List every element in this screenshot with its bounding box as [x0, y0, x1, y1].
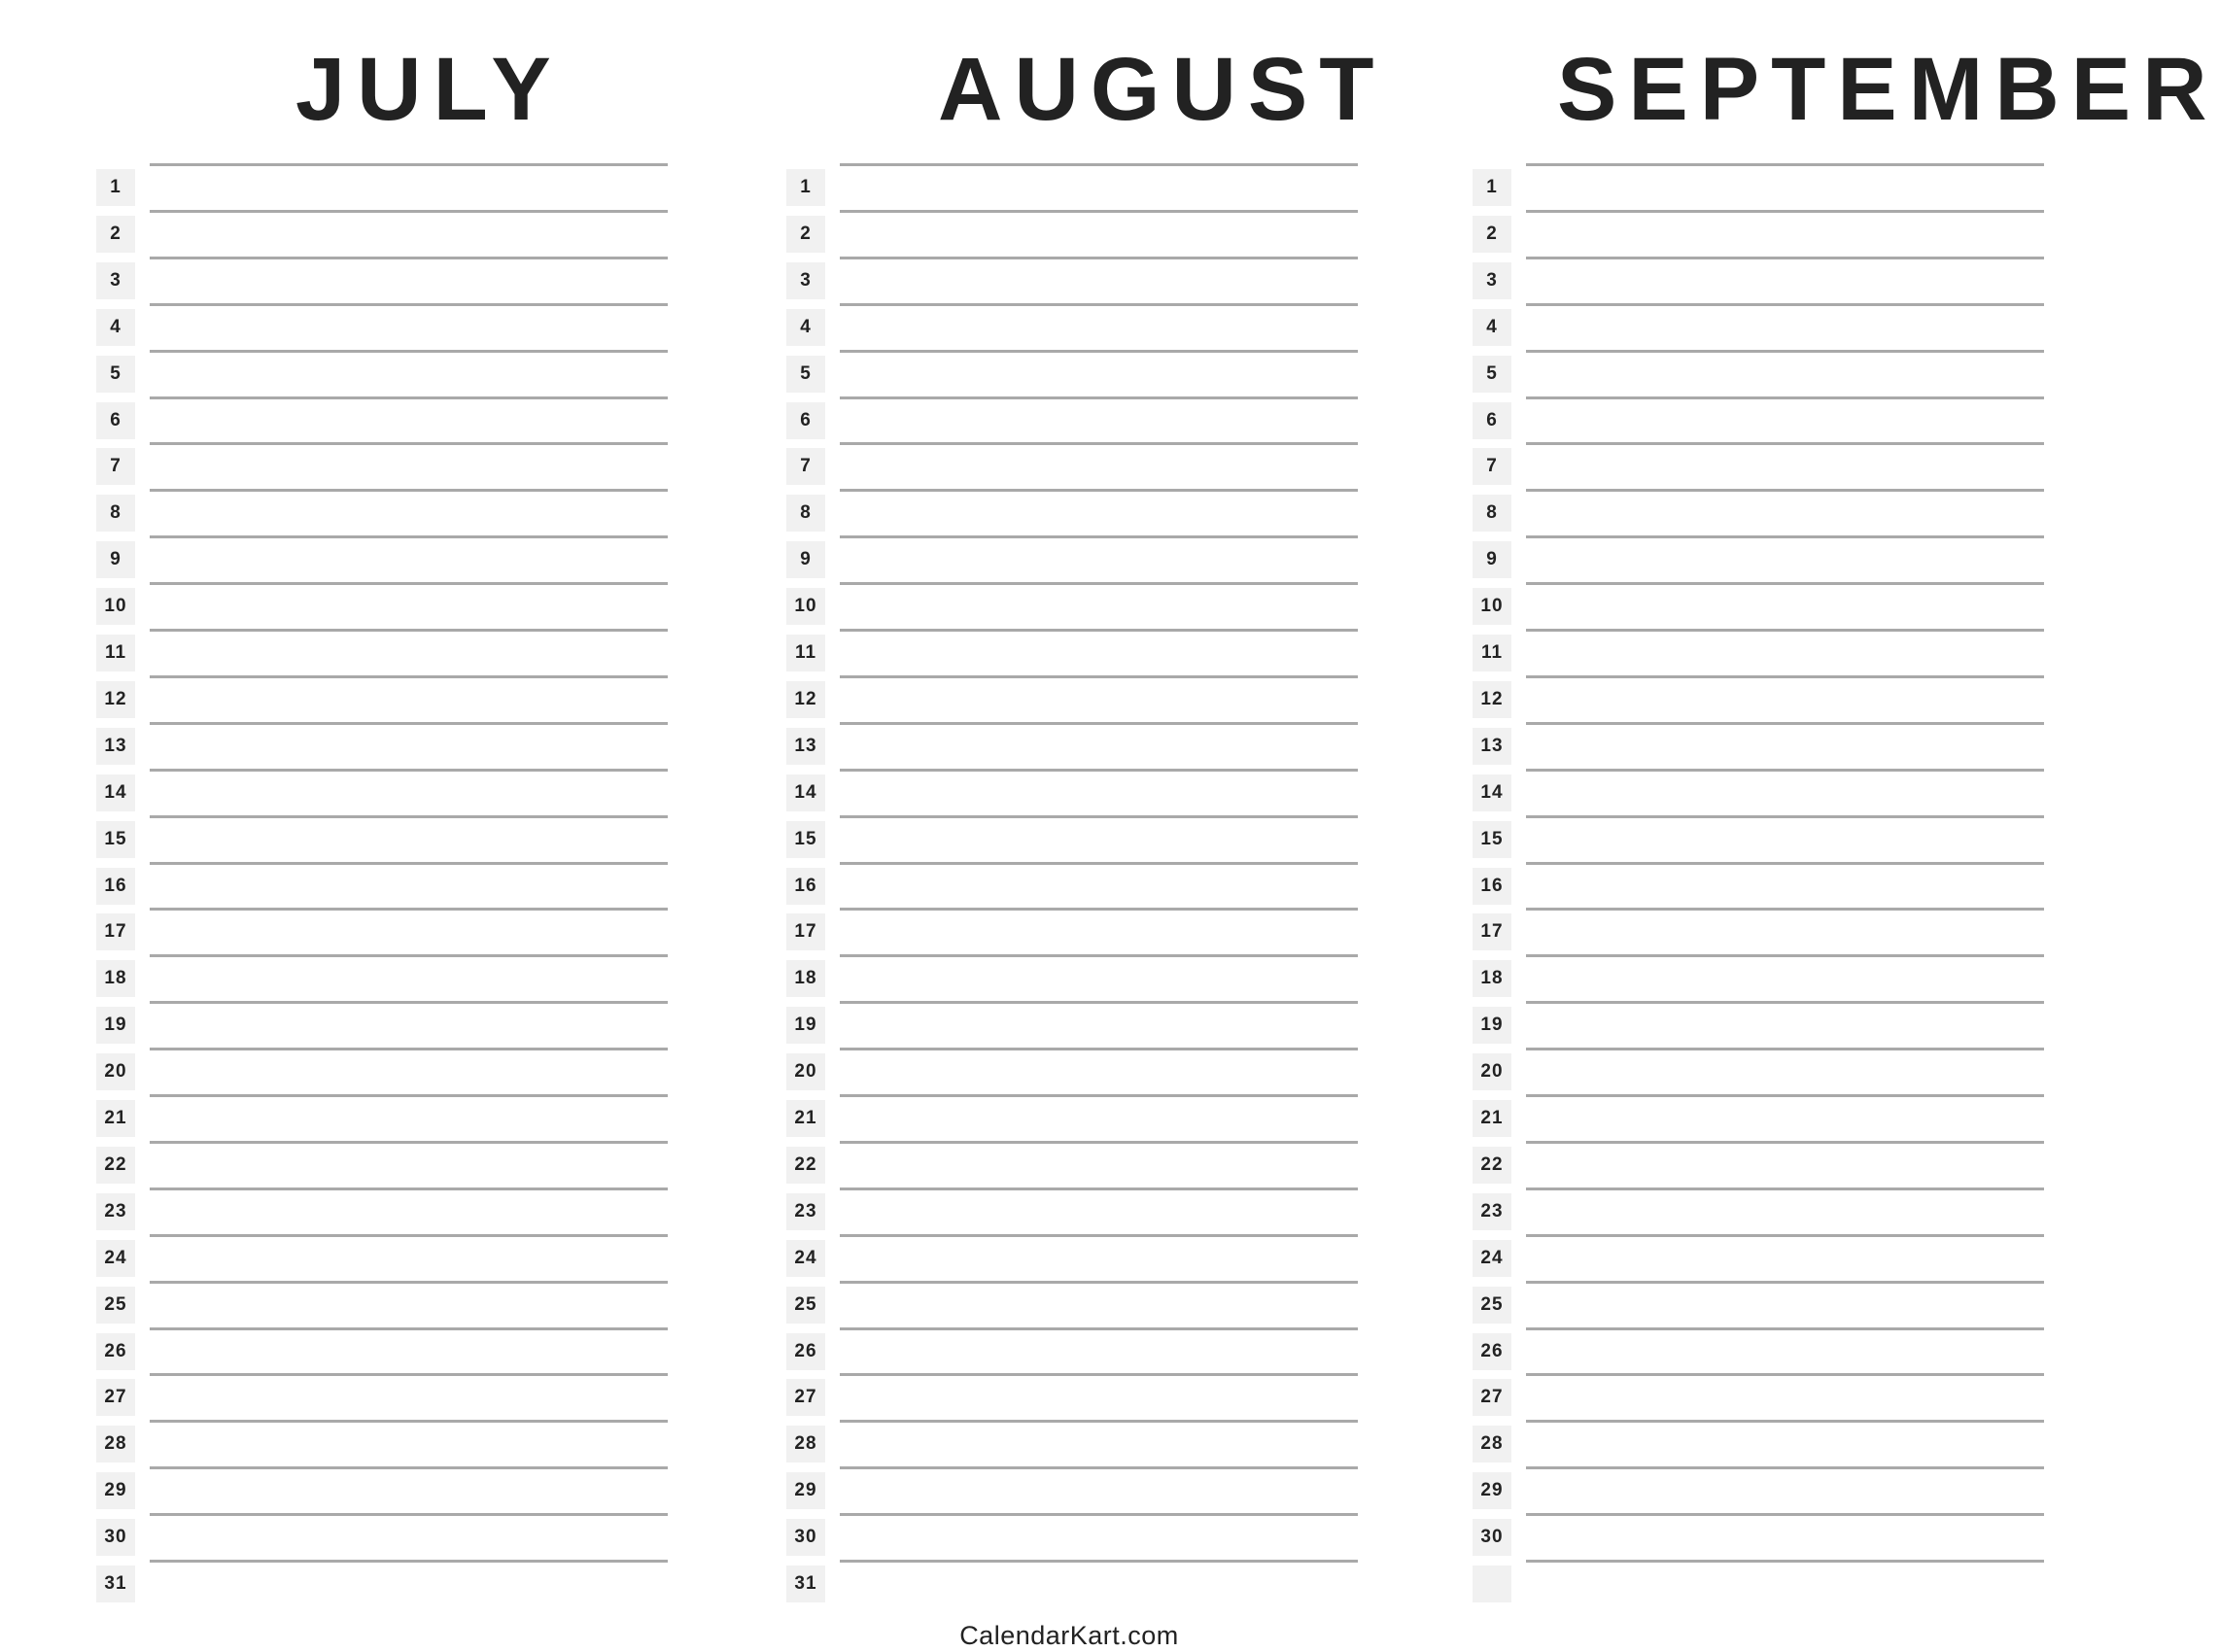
- day-number: 29: [786, 1472, 825, 1509]
- day-number: 29: [1473, 1472, 1511, 1509]
- writing-line: [150, 629, 668, 632]
- writing-line: [840, 815, 1358, 818]
- writing-line: [840, 1327, 1358, 1330]
- writing-line: [1526, 954, 2044, 957]
- month-column-september: [1464, 0, 2219, 1652]
- writing-line: [1526, 1234, 2044, 1237]
- day-number: 21: [786, 1100, 825, 1137]
- writing-line: [840, 442, 1358, 445]
- writing-line: [840, 489, 1358, 492]
- writing-line: [840, 1560, 1358, 1563]
- writing-line: [150, 1281, 668, 1284]
- day-number: 9: [1473, 541, 1511, 578]
- day-number: 14: [96, 774, 135, 811]
- day-number: 9: [96, 541, 135, 578]
- writing-line: [1526, 675, 2044, 678]
- day-number: 26: [1473, 1333, 1511, 1370]
- day-number: 19: [786, 1007, 825, 1044]
- writing-line: [1526, 1327, 2044, 1330]
- day-number: 7: [1473, 448, 1511, 485]
- writing-line: [840, 1048, 1358, 1050]
- day-number: 31: [96, 1566, 135, 1602]
- day-number: 27: [96, 1379, 135, 1416]
- writing-line: [1526, 489, 2044, 492]
- day-number: 13: [96, 728, 135, 765]
- day-number: 25: [786, 1287, 825, 1324]
- writing-line: [840, 1234, 1358, 1237]
- month-column-july: [87, 0, 710, 1652]
- writing-line: [150, 303, 668, 306]
- writing-line: [1526, 769, 2044, 772]
- month-title: SEPTEMBER: [1557, 40, 2219, 139]
- writing-line: [840, 1513, 1358, 1516]
- writing-line: [150, 862, 668, 865]
- writing-line: [1526, 1187, 2044, 1190]
- day-number: 10: [1473, 588, 1511, 625]
- day-number: 26: [786, 1333, 825, 1370]
- day-number: 1: [1473, 169, 1511, 206]
- writing-line: [1526, 722, 2044, 725]
- writing-line: [150, 675, 668, 678]
- writing-line: [1526, 1141, 2044, 1144]
- writing-line: [150, 535, 668, 538]
- day-number: 21: [1473, 1100, 1511, 1137]
- writing-line: [150, 1420, 668, 1423]
- day-number: 11: [1473, 635, 1511, 671]
- day-number: 3: [96, 262, 135, 299]
- day-number: 24: [1473, 1240, 1511, 1277]
- day-number: 18: [96, 960, 135, 997]
- writing-line: [840, 350, 1358, 353]
- writing-line: [1526, 1281, 2044, 1284]
- day-number: 23: [96, 1193, 135, 1230]
- day-number: 14: [1473, 774, 1511, 811]
- writing-line: [840, 954, 1358, 957]
- day-number: 2: [1473, 216, 1511, 253]
- writing-line: [840, 1281, 1358, 1284]
- day-number: 6: [96, 402, 135, 439]
- writing-line: [1526, 257, 2044, 259]
- writing-line: [840, 862, 1358, 865]
- day-number: 10: [96, 588, 135, 625]
- day-number: 3: [786, 262, 825, 299]
- writing-line: [1526, 163, 2044, 166]
- writing-line: [840, 722, 1358, 725]
- writing-line: [150, 908, 668, 911]
- day-number: 4: [96, 309, 135, 346]
- month-title: JULY: [295, 40, 563, 139]
- writing-line: [150, 257, 668, 259]
- writing-line: [150, 350, 668, 353]
- writing-line: [1526, 1466, 2044, 1469]
- day-number: 1: [786, 169, 825, 206]
- day-number: 24: [786, 1240, 825, 1277]
- writing-line: [150, 582, 668, 585]
- day-number: 16: [786, 868, 825, 905]
- day-number: 11: [786, 635, 825, 671]
- writing-line: [1526, 303, 2044, 306]
- day-number: 6: [786, 402, 825, 439]
- day-number: 30: [96, 1519, 135, 1556]
- writing-line: [150, 489, 668, 492]
- day-number: 5: [1473, 356, 1511, 393]
- writing-line: [150, 1513, 668, 1516]
- writing-line: [1526, 862, 2044, 865]
- day-number: 22: [96, 1147, 135, 1184]
- writing-line: [840, 908, 1358, 911]
- day-number: 30: [786, 1519, 825, 1556]
- writing-line: [150, 1001, 668, 1004]
- day-number: 28: [96, 1426, 135, 1463]
- day-number: 18: [786, 960, 825, 997]
- writing-line: [1526, 1373, 2044, 1376]
- day-number: 7: [786, 448, 825, 485]
- writing-line: [840, 535, 1358, 538]
- day-number: 19: [96, 1007, 135, 1044]
- day-number: 9: [786, 541, 825, 578]
- writing-line: [1526, 535, 2044, 538]
- writing-line: [840, 1373, 1358, 1376]
- day-number: 22: [1473, 1147, 1511, 1184]
- writing-line: [150, 1466, 668, 1469]
- writing-line: [840, 396, 1358, 399]
- writing-line: [1526, 1560, 2044, 1563]
- writing-line: [840, 257, 1358, 259]
- writing-line: [150, 954, 668, 957]
- writing-line: [150, 1234, 668, 1237]
- day-number: 12: [96, 681, 135, 718]
- writing-line: [1526, 629, 2044, 632]
- day-number: 5: [786, 356, 825, 393]
- writing-line: [150, 163, 668, 166]
- writing-line: [840, 1001, 1358, 1004]
- day-number: 17: [1473, 913, 1511, 950]
- writing-line: [840, 675, 1358, 678]
- month-title: AUGUST: [938, 40, 1386, 139]
- writing-line: [1526, 582, 2044, 585]
- day-number: 17: [96, 913, 135, 950]
- day-number: 17: [786, 913, 825, 950]
- writing-line: [840, 1420, 1358, 1423]
- day-number: 15: [786, 821, 825, 858]
- writing-line: [150, 1187, 668, 1190]
- day-number: 2: [96, 216, 135, 253]
- day-number: 29: [96, 1472, 135, 1509]
- writing-line: [840, 1187, 1358, 1190]
- day-number: 30: [1473, 1519, 1511, 1556]
- writing-line: [1526, 1001, 2044, 1004]
- writing-line: [1526, 1420, 2044, 1423]
- day-number: 15: [1473, 821, 1511, 858]
- writing-line: [840, 769, 1358, 772]
- day-number: 15: [96, 821, 135, 858]
- writing-line: [1526, 1094, 2044, 1097]
- writing-line: [150, 1048, 668, 1050]
- writing-line: [840, 629, 1358, 632]
- day-number: 7: [96, 448, 135, 485]
- writing-line: [840, 1094, 1358, 1097]
- writing-line: [1526, 350, 2044, 353]
- writing-line: [1526, 815, 2044, 818]
- day-number: 16: [96, 868, 135, 905]
- day-number: 18: [1473, 960, 1511, 997]
- writing-line: [1526, 908, 2044, 911]
- day-number: 3: [1473, 262, 1511, 299]
- day-number: 22: [786, 1147, 825, 1184]
- writing-line: [150, 722, 668, 725]
- day-number: 24: [96, 1240, 135, 1277]
- day-number: 19: [1473, 1007, 1511, 1044]
- day-number: 8: [786, 495, 825, 532]
- day-number: 27: [1473, 1379, 1511, 1416]
- writing-line: [150, 1327, 668, 1330]
- day-number: 28: [1473, 1426, 1511, 1463]
- writing-line: [150, 210, 668, 213]
- day-number: 12: [1473, 681, 1511, 718]
- writing-line: [150, 769, 668, 772]
- day-number: 14: [786, 774, 825, 811]
- day-number: 13: [786, 728, 825, 765]
- day-number: 8: [96, 495, 135, 532]
- day-number: 4: [786, 309, 825, 346]
- day-number: 1: [96, 169, 135, 206]
- writing-line: [150, 396, 668, 399]
- day-number: 2: [786, 216, 825, 253]
- day-number: 8: [1473, 495, 1511, 532]
- day-number: 12: [786, 681, 825, 718]
- day-number: 5: [96, 356, 135, 393]
- writing-line: [1526, 210, 2044, 213]
- day-number: 23: [786, 1193, 825, 1230]
- writing-line: [840, 1466, 1358, 1469]
- day-number: 13: [1473, 728, 1511, 765]
- writing-line: [1526, 1513, 2044, 1516]
- day-number: 31: [786, 1566, 825, 1602]
- day-number: 6: [1473, 402, 1511, 439]
- writing-line: [1526, 396, 2044, 399]
- writing-line: [1526, 1048, 2044, 1050]
- day-number: 10: [786, 588, 825, 625]
- writing-line: [150, 1373, 668, 1376]
- writing-line: [150, 442, 668, 445]
- writing-line: [1526, 442, 2044, 445]
- day-number: 25: [96, 1287, 135, 1324]
- day-number: 4: [1473, 309, 1511, 346]
- writing-line: [840, 303, 1358, 306]
- day-number: 28: [786, 1426, 825, 1463]
- footer-website: CalendarKart.com: [959, 1621, 1179, 1650]
- day-number: 20: [1473, 1053, 1511, 1090]
- writing-line: [840, 1141, 1358, 1144]
- writing-line: [840, 163, 1358, 166]
- day-number: 20: [786, 1053, 825, 1090]
- day-number: 16: [1473, 868, 1511, 905]
- day-number: 27: [786, 1379, 825, 1416]
- day-number: 20: [96, 1053, 135, 1090]
- day-number: 23: [1473, 1193, 1511, 1230]
- day-number: 11: [96, 635, 135, 671]
- writing-line: [150, 1141, 668, 1144]
- writing-line: [840, 582, 1358, 585]
- writing-line: [150, 1560, 668, 1563]
- writing-line: [150, 1094, 668, 1097]
- day-number: 25: [1473, 1287, 1511, 1324]
- writing-line: [840, 210, 1358, 213]
- writing-line: [150, 815, 668, 818]
- day-number: [1473, 1566, 1511, 1602]
- day-number: 21: [96, 1100, 135, 1137]
- month-column-august: [778, 0, 1400, 1652]
- day-number: 26: [96, 1333, 135, 1370]
